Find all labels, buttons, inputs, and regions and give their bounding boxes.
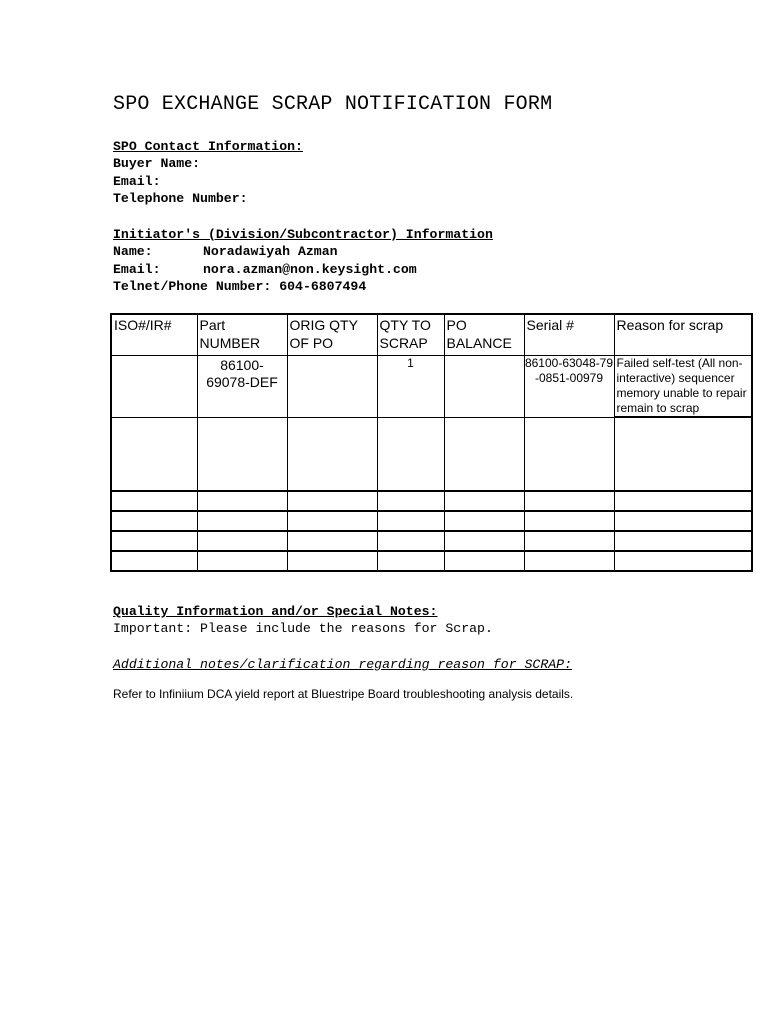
quality-heading: Quality Information and/or Special Notes: [113,604,438,619]
row1-qty-to-scrap[interactable]: 1 [377,356,444,418]
row3-reason[interactable] [614,491,752,511]
row3-qty-to-scrap[interactable] [377,491,444,511]
row5-reason[interactable] [614,531,752,551]
row5-po-balance[interactable] [444,531,524,551]
row2-reason[interactable] [614,418,752,491]
row3-po-balance[interactable] [444,491,524,511]
row1-reason: Failed self-test (All non-interactive) sequencer memory unable to repair remain to scrap [615,356,752,417]
telephone-label: Telephone Number: [113,191,248,206]
initiator-phone-value: 604-6807494 [279,279,367,294]
row6-part-number[interactable] [197,551,287,571]
row4-qty-to-scrap[interactable] [377,511,444,531]
row3-iso[interactable] [111,491,197,511]
row4-serial[interactable] [524,511,614,531]
row2-qty-to-scrap[interactable] [377,418,444,491]
header-serial: Serial # [524,314,614,356]
row5-serial[interactable] [524,531,614,551]
row5-part-number[interactable] [197,531,287,551]
row4-reason[interactable] [614,511,752,531]
table-row [111,418,752,491]
header-po-balance: PO BALANCE [444,314,524,356]
important-note: Important: Please include the reasons for Scrap. [113,621,493,636]
row1-serial[interactable]: 86100-63048-79-0851-00979 [524,356,614,418]
spo-contact-heading: SPO Contact Information: [113,139,303,154]
buyer-name-label: Buyer Name: [113,156,201,171]
header-orig-qty: ORIG QTY OF PO [287,314,377,356]
header-qty-to-scrap: QTY TO SCRAP [377,314,444,356]
row5-qty-to-scrap[interactable] [377,531,444,551]
row6-serial[interactable] [524,551,614,571]
row5-iso[interactable] [111,531,197,551]
row4-po-balance[interactable] [444,511,524,531]
header-iso: ISO#/IR# [111,314,197,356]
row4-iso[interactable] [111,511,197,531]
additional-notes-heading: Additional notes/clarification regarding reason for SCRAP: [113,657,572,672]
form-title: SPO EXCHANGE SCRAP NOTIFICATION FORM [113,93,553,116]
row1-part-number[interactable]: 86100-69078-DEF [197,356,287,418]
header-reason: Reason for scrap [614,314,752,356]
email-label: Email: [113,174,161,189]
initiator-phone-row [113,279,366,294]
row2-serial[interactable] [524,418,614,491]
row3-serial[interactable] [524,491,614,511]
initiator-heading: Initiator's (Division/Subcontractor) Information [113,227,493,242]
initiator-email-label: Email: [113,262,161,277]
initiator-name-row [113,244,613,259]
row6-reason[interactable] [614,551,752,571]
row4-part-number[interactable] [197,511,287,531]
row2-iso[interactable] [111,418,197,491]
initiator-name-label: Name: [113,244,153,259]
row2-part-number[interactable] [197,418,287,491]
row1-reason-cell[interactable] [614,356,752,418]
row5-orig-qty[interactable] [287,531,377,551]
row3-orig-qty[interactable] [287,491,377,511]
table-header-row [111,314,752,356]
refer-note: Refer to Infiniium DCA yield report at Bluestripe Board troubleshooting analysis details. [113,687,574,701]
table-row [111,356,752,418]
row6-iso[interactable] [111,551,197,571]
header-part-number: Part NUMBER [197,314,287,356]
row1-iso[interactable] [111,356,197,418]
row6-qty-to-scrap[interactable] [377,551,444,571]
initiator-email-value: nora.azman@non.keysight.com [203,262,417,277]
table-row [111,491,752,511]
table-row [111,511,752,531]
initiator-email-row [113,262,613,277]
row2-po-balance[interactable] [444,418,524,491]
row2-orig-qty[interactable] [287,418,377,491]
scrap-table [110,313,753,572]
initiator-phone-label: Telnet/Phone Number: [113,279,272,294]
row6-po-balance[interactable] [444,551,524,571]
row1-po-balance[interactable] [444,356,524,418]
table-row [111,531,752,551]
table-row [111,551,752,571]
row3-part-number[interactable] [197,491,287,511]
row6-orig-qty[interactable] [287,551,377,571]
row1-orig-qty[interactable] [287,356,377,418]
row4-orig-qty[interactable] [287,511,377,531]
initiator-name-value: Noradawiyah Azman [203,244,338,259]
